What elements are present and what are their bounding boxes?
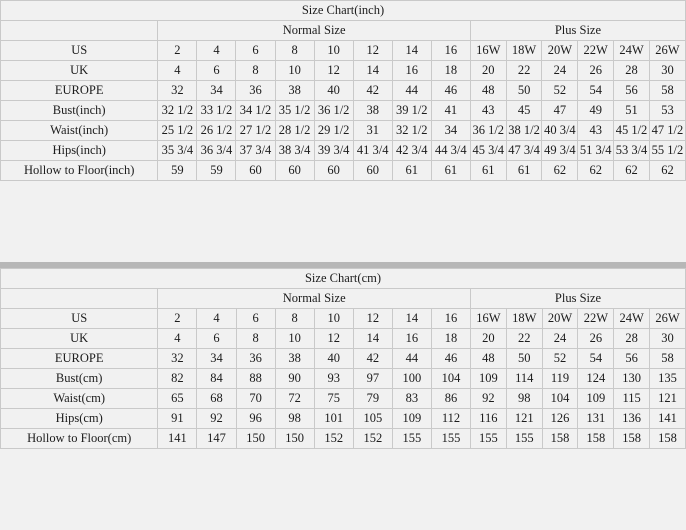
cell: 152 xyxy=(353,428,392,448)
cell: 38 3/4 xyxy=(275,141,314,161)
corner-cell xyxy=(1,21,158,41)
cell: 8 xyxy=(236,61,275,81)
cell: 36 1/2 xyxy=(314,101,353,121)
cell: 40 xyxy=(314,348,353,368)
cell: 56 xyxy=(614,348,650,368)
cell: 100 xyxy=(392,368,431,388)
cell: 34 xyxy=(431,121,470,141)
cell: 150 xyxy=(236,428,275,448)
cell: 55 1/2 xyxy=(649,141,685,161)
cell: 22 xyxy=(506,61,542,81)
cell: 28 xyxy=(614,328,650,348)
cell: 49 3/4 xyxy=(542,141,578,161)
cell: 18W xyxy=(506,41,542,61)
cell: 26 1/2 xyxy=(197,121,236,141)
cell: 34 xyxy=(197,348,236,368)
cell: 28 xyxy=(614,61,650,81)
cell: 30 xyxy=(649,61,685,81)
cell: 104 xyxy=(431,368,470,388)
cell: 44 xyxy=(392,348,431,368)
cell: 141 xyxy=(158,428,197,448)
cell: 20 xyxy=(471,328,507,348)
cell: 12 xyxy=(314,61,353,81)
cell: 26 xyxy=(578,328,614,348)
cell: 92 xyxy=(471,388,507,408)
cell: 61 xyxy=(392,161,431,181)
cell: 121 xyxy=(650,388,686,408)
table-group-header-row xyxy=(1,288,686,308)
cell: 98 xyxy=(506,388,542,408)
cell: 93 xyxy=(314,368,353,388)
cell: 35 3/4 xyxy=(158,141,197,161)
cell: 10 xyxy=(314,308,353,328)
cell: 155 xyxy=(471,428,507,448)
cell: 79 xyxy=(353,388,392,408)
table-title-row xyxy=(1,268,686,288)
cell: 6 xyxy=(236,41,275,61)
row-label-us: US xyxy=(1,41,158,61)
cell: 24 xyxy=(542,61,578,81)
cell: 62 xyxy=(578,161,614,181)
cell: 116 xyxy=(471,408,507,428)
cell: 45 1/2 xyxy=(614,121,650,141)
row-label-bust: Bust(inch) xyxy=(1,101,158,121)
table-group-header-row xyxy=(1,21,686,41)
cell: 155 xyxy=(506,428,542,448)
cell: 41 xyxy=(431,101,470,121)
cell: 32 xyxy=(158,348,197,368)
cell: 61 xyxy=(470,161,506,181)
cell: 51 3/4 xyxy=(578,141,614,161)
cell: 4 xyxy=(158,328,197,348)
cell: 50 xyxy=(506,348,542,368)
size-chart-cm xyxy=(0,268,686,530)
cell: 62 xyxy=(649,161,685,181)
page-title-cm: Size Chart(cm) xyxy=(1,268,686,288)
cell: 51 xyxy=(614,101,650,121)
cell: 38 xyxy=(353,101,392,121)
cell: 147 xyxy=(197,428,236,448)
row-label-us: US xyxy=(1,308,158,328)
table-row xyxy=(1,408,686,428)
cell: 24W xyxy=(614,308,650,328)
group-header-normal: Normal Size xyxy=(158,21,471,41)
cell: 6 xyxy=(197,61,236,81)
cell: 65 xyxy=(158,388,197,408)
table-row xyxy=(1,328,686,348)
cell: 22 xyxy=(506,328,542,348)
cell: 47 1/2 xyxy=(649,121,685,141)
row-label-hips: Hips(cm) xyxy=(1,408,158,428)
row-label-uk: UK xyxy=(1,328,158,348)
cell: 2 xyxy=(158,41,197,61)
cell: 31 xyxy=(353,121,392,141)
size-chart-inch-table xyxy=(0,0,686,181)
cell: 46 xyxy=(431,348,470,368)
cell: 114 xyxy=(506,368,542,388)
cell: 26W xyxy=(650,308,686,328)
cell: 62 xyxy=(614,161,650,181)
group-header-normal: Normal Size xyxy=(158,288,471,308)
cell: 83 xyxy=(392,388,431,408)
cell: 42 xyxy=(353,81,392,101)
cell: 27 1/2 xyxy=(236,121,275,141)
row-label-waist: Waist(inch) xyxy=(1,121,158,141)
cell: 18 xyxy=(431,328,470,348)
cell: 130 xyxy=(614,368,650,388)
cell: 42 xyxy=(353,348,392,368)
size-chart-inch xyxy=(0,0,686,262)
cell: 56 xyxy=(614,81,650,101)
cell: 43 xyxy=(578,121,614,141)
cell: 98 xyxy=(275,408,314,428)
cell: 22W xyxy=(578,41,614,61)
cell: 24 xyxy=(542,328,578,348)
cell: 60 xyxy=(314,161,353,181)
cell: 16 xyxy=(431,308,470,328)
cell: 59 xyxy=(197,161,236,181)
cell: 10 xyxy=(275,61,314,81)
cell: 16W xyxy=(471,308,507,328)
cell: 36 1/2 xyxy=(470,121,506,141)
cell: 152 xyxy=(314,428,353,448)
cell: 37 3/4 xyxy=(236,141,275,161)
corner-cell xyxy=(1,288,158,308)
cell: 47 3/4 xyxy=(506,141,542,161)
size-chart-cm-table xyxy=(0,268,686,449)
cell: 16W xyxy=(470,41,506,61)
cell: 16 xyxy=(431,41,470,61)
row-label-europe: EUROPE xyxy=(1,348,158,368)
cell: 158 xyxy=(614,428,650,448)
cell: 2 xyxy=(158,308,197,328)
cell: 18 xyxy=(431,61,470,81)
group-header-plus: Plus Size xyxy=(470,21,685,41)
cell: 150 xyxy=(275,428,314,448)
group-header-plus: Plus Size xyxy=(471,288,686,308)
table-row xyxy=(1,81,686,101)
cell: 42 3/4 xyxy=(392,141,431,161)
cell: 29 1/2 xyxy=(314,121,353,141)
cell: 12 xyxy=(314,328,353,348)
cell: 22W xyxy=(578,308,614,328)
cell: 14 xyxy=(392,41,431,61)
cell: 35 1/2 xyxy=(275,101,314,121)
row-label-hips: Hips(inch) xyxy=(1,141,158,161)
cell: 12 xyxy=(353,41,392,61)
cell: 104 xyxy=(542,388,578,408)
row-label-uk: UK xyxy=(1,61,158,81)
cell: 62 xyxy=(542,161,578,181)
table-row xyxy=(1,61,686,81)
cell: 20W xyxy=(542,308,578,328)
cell: 54 xyxy=(578,348,614,368)
cell: 36 3/4 xyxy=(197,141,236,161)
cell: 8 xyxy=(275,41,314,61)
cell: 49 xyxy=(578,101,614,121)
cell: 96 xyxy=(236,408,275,428)
cell: 32 xyxy=(158,81,197,101)
cell: 48 xyxy=(470,81,506,101)
cell: 38 xyxy=(275,348,314,368)
table-row xyxy=(1,388,686,408)
table-row xyxy=(1,161,686,181)
cell: 32 1/2 xyxy=(158,101,197,121)
table-row xyxy=(1,428,686,448)
cell: 24W xyxy=(614,41,650,61)
row-label-hollow-to-floor: Hollow to Floor(cm) xyxy=(1,428,158,448)
cell: 46 xyxy=(431,81,470,101)
table-row xyxy=(1,368,686,388)
table-title-row xyxy=(1,1,686,21)
cell: 109 xyxy=(578,388,614,408)
cell: 8 xyxy=(275,308,314,328)
cell: 60 xyxy=(236,161,275,181)
cell: 39 1/2 xyxy=(392,101,431,121)
cell: 4 xyxy=(197,308,236,328)
cell: 38 xyxy=(275,81,314,101)
cell: 48 xyxy=(471,348,507,368)
row-label-bust: Bust(cm) xyxy=(1,368,158,388)
cell: 34 xyxy=(197,81,236,101)
cell: 72 xyxy=(275,388,314,408)
cell: 45 3/4 xyxy=(470,141,506,161)
cell: 36 xyxy=(236,81,275,101)
cell: 26W xyxy=(649,41,685,61)
cell: 20W xyxy=(542,41,578,61)
cell: 119 xyxy=(542,368,578,388)
cell: 135 xyxy=(650,368,686,388)
cell: 40 xyxy=(314,81,353,101)
cell: 33 1/2 xyxy=(197,101,236,121)
cell: 155 xyxy=(392,428,431,448)
table-row xyxy=(1,308,686,328)
row-label-hollow-to-floor: Hollow to Floor(inch) xyxy=(1,161,158,181)
cell: 36 xyxy=(236,348,275,368)
cell: 14 xyxy=(353,328,392,348)
table-row xyxy=(1,41,686,61)
row-label-europe: EUROPE xyxy=(1,81,158,101)
cell: 45 xyxy=(506,101,542,121)
cell: 53 xyxy=(649,101,685,121)
cell: 121 xyxy=(506,408,542,428)
cell: 34 1/2 xyxy=(236,101,275,121)
cell: 26 xyxy=(578,61,614,81)
cell: 70 xyxy=(236,388,275,408)
table-row xyxy=(1,141,686,161)
cell: 32 1/2 xyxy=(392,121,431,141)
cell: 58 xyxy=(649,81,685,101)
cell: 8 xyxy=(236,328,275,348)
page-title: Size Chart(inch) xyxy=(1,1,686,21)
row-label-waist: Waist(cm) xyxy=(1,388,158,408)
cell: 158 xyxy=(578,428,614,448)
cell: 158 xyxy=(650,428,686,448)
cell: 52 xyxy=(542,348,578,368)
cell: 54 xyxy=(578,81,614,101)
cell: 20 xyxy=(470,61,506,81)
cell: 40 3/4 xyxy=(542,121,578,141)
cell: 4 xyxy=(197,41,236,61)
cell: 47 xyxy=(542,101,578,121)
cell: 90 xyxy=(275,368,314,388)
cell: 97 xyxy=(353,368,392,388)
cell: 10 xyxy=(314,41,353,61)
cell: 109 xyxy=(392,408,431,428)
cell: 155 xyxy=(431,428,470,448)
cell: 52 xyxy=(542,81,578,101)
cell: 141 xyxy=(650,408,686,428)
table-row xyxy=(1,121,686,141)
table-row xyxy=(1,101,686,121)
cell: 82 xyxy=(158,368,197,388)
cell: 112 xyxy=(431,408,470,428)
cell: 53 3/4 xyxy=(614,141,650,161)
cell: 59 xyxy=(158,161,197,181)
cell: 105 xyxy=(353,408,392,428)
cell: 92 xyxy=(197,408,236,428)
cell: 30 xyxy=(650,328,686,348)
cell: 16 xyxy=(392,328,431,348)
cell: 43 xyxy=(470,101,506,121)
cell: 61 xyxy=(506,161,542,181)
cell: 38 1/2 xyxy=(506,121,542,141)
cell: 14 xyxy=(353,61,392,81)
cell: 109 xyxy=(471,368,507,388)
cell: 41 3/4 xyxy=(353,141,392,161)
cell: 75 xyxy=(314,388,353,408)
cell: 12 xyxy=(353,308,392,328)
cell: 88 xyxy=(236,368,275,388)
cell: 25 1/2 xyxy=(158,121,197,141)
cell: 91 xyxy=(158,408,197,428)
cell: 28 1/2 xyxy=(275,121,314,141)
cell: 124 xyxy=(578,368,614,388)
cell: 6 xyxy=(197,328,236,348)
cell: 14 xyxy=(392,308,431,328)
cell: 126 xyxy=(542,408,578,428)
cell: 6 xyxy=(236,308,275,328)
cell: 44 3/4 xyxy=(431,141,470,161)
table-row xyxy=(1,348,686,368)
cell: 44 xyxy=(392,81,431,101)
cell: 60 xyxy=(353,161,392,181)
cell: 50 xyxy=(506,81,542,101)
cell: 84 xyxy=(197,368,236,388)
cell: 68 xyxy=(197,388,236,408)
cell: 60 xyxy=(275,161,314,181)
cell: 16 xyxy=(392,61,431,81)
cell: 131 xyxy=(578,408,614,428)
cell: 58 xyxy=(650,348,686,368)
cell: 18W xyxy=(506,308,542,328)
cell: 136 xyxy=(614,408,650,428)
cell: 115 xyxy=(614,388,650,408)
cell: 61 xyxy=(431,161,470,181)
cell: 10 xyxy=(275,328,314,348)
cell: 4 xyxy=(158,61,197,81)
cell: 158 xyxy=(542,428,578,448)
cell: 101 xyxy=(314,408,353,428)
cell: 86 xyxy=(431,388,470,408)
cell: 39 3/4 xyxy=(314,141,353,161)
